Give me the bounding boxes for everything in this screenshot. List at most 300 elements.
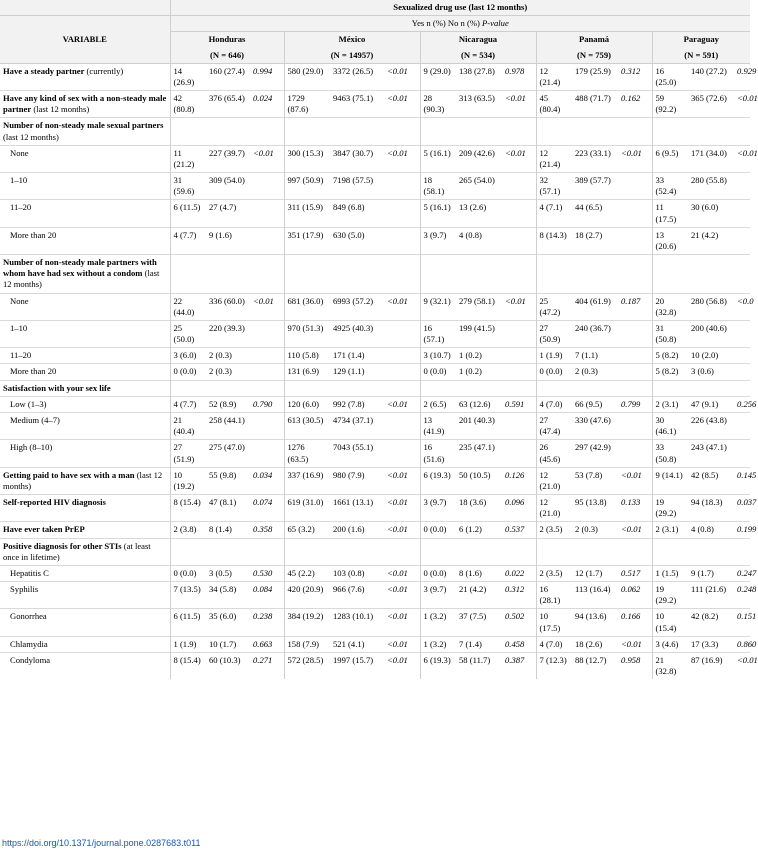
p-value: 0.037 — [734, 495, 750, 522]
empty-cell — [652, 538, 688, 565]
yes-count: 45 (2.2) — [284, 565, 330, 581]
table-row — [0, 320, 750, 347]
no-count: 21 (4.2) — [456, 582, 502, 609]
no-count: 404 (61.9) — [572, 293, 618, 320]
column-subtitle — [170, 16, 750, 32]
no-count: 3 (0.6) — [688, 364, 734, 380]
no-count: 17 (3.3) — [688, 636, 734, 652]
yes-count: 11 (17.5) — [652, 200, 688, 227]
p-value — [384, 173, 420, 200]
yes-count: 9 (29.0) — [420, 63, 456, 90]
row-label: Medium (4–7) — [0, 412, 170, 439]
no-count: 849 (6.8) — [330, 200, 384, 227]
row-label: Condyloma — [0, 652, 170, 679]
no-count: 42 (8.5) — [688, 467, 734, 494]
empty-cell — [572, 538, 618, 565]
no-count: 58 (11.7) — [456, 652, 502, 679]
empty-cell — [734, 255, 750, 294]
yes-count: 16 (51.6) — [420, 440, 456, 467]
empty-cell — [206, 118, 250, 145]
table-row — [0, 495, 750, 522]
empty-cell — [284, 255, 330, 294]
empty-cell — [284, 380, 330, 396]
row-label: Chlamydia — [0, 636, 170, 652]
section-row — [0, 118, 750, 145]
p-value — [384, 200, 420, 227]
row-label — [0, 522, 170, 538]
p-value: <0.01 — [384, 565, 420, 581]
yes-count: 21 (40.4) — [170, 412, 206, 439]
yes-count: 3 (10.7) — [420, 348, 456, 364]
variable-column-header: VARIABLE — [0, 16, 170, 64]
yes-count: 27 (51.9) — [170, 440, 206, 467]
p-value — [734, 227, 750, 254]
table-row — [0, 609, 750, 636]
yes-count: 16 (57.1) — [420, 320, 456, 347]
table-row — [0, 396, 750, 412]
row-label — [0, 63, 170, 90]
no-count: 227 (39.7) — [206, 145, 250, 172]
yes-count: 18 (58.1) — [420, 173, 456, 200]
row-label — [0, 255, 170, 294]
yes-count: 6 (19.3) — [420, 467, 456, 494]
p-value — [734, 200, 750, 227]
no-count: 4 (0.8) — [688, 522, 734, 538]
no-count: 4 (0.8) — [456, 227, 502, 254]
no-count: 18 (2.7) — [572, 227, 618, 254]
row-label: Low (1–3) — [0, 396, 170, 412]
no-count: 265 (54.0) — [456, 173, 502, 200]
no-count: 52 (8.9) — [206, 396, 250, 412]
no-count: 1 (0.2) — [456, 348, 502, 364]
p-value: <0.01 — [384, 609, 420, 636]
yes-count: 27 (50.9) — [536, 320, 572, 347]
no-count: 201 (40.3) — [456, 412, 502, 439]
no-count: 30 (6.0) — [688, 200, 734, 227]
yes-count: 59 (92.2) — [652, 91, 688, 118]
yes-count: 1 (1.9) — [170, 636, 206, 652]
p-value — [250, 173, 284, 200]
p-value: 0.256 — [734, 396, 750, 412]
p-value: <0.01 — [734, 652, 750, 679]
p-value — [734, 364, 750, 380]
no-count: 2 (0.3) — [572, 522, 618, 538]
p-value: 0.096 — [502, 495, 536, 522]
empty-cell — [250, 118, 284, 145]
yes-count: 384 (19.2) — [284, 609, 330, 636]
p-value: <0.01 — [384, 652, 420, 679]
empty-cell — [384, 380, 420, 396]
empty-cell — [502, 118, 536, 145]
yes-count: 351 (17.9) — [284, 227, 330, 254]
empty-cell — [420, 380, 456, 396]
p-value — [618, 173, 652, 200]
table-row — [0, 440, 750, 467]
no-count: 66 (9.5) — [572, 396, 618, 412]
no-count: 8 (1.4) — [206, 522, 250, 538]
no-count: 258 (44.1) — [206, 412, 250, 439]
row-label-suffix: (at least once in lifetime) — [3, 540, 151, 562]
empty-cell — [572, 380, 618, 396]
p-value — [618, 320, 652, 347]
table-header — [0, 0, 750, 63]
yes-count: 1 (3.2) — [420, 636, 456, 652]
yes-count: 0 (0.0) — [420, 522, 456, 538]
yes-count: 2 (3.1) — [652, 396, 688, 412]
empty-cell — [384, 118, 420, 145]
row-label: 11–20 — [0, 348, 170, 364]
subtitle-pvalue: P-value — [482, 18, 509, 29]
yes-count: 311 (15.9) — [284, 200, 330, 227]
no-count: 223 (33.1) — [572, 145, 618, 172]
yes-count: 4 (7.7) — [170, 396, 206, 412]
no-count: 9 (1.7) — [688, 565, 734, 581]
p-value: 0.151 — [734, 609, 750, 636]
row-label — [0, 118, 170, 145]
country-sample-size: (N = 534) — [420, 48, 536, 64]
table-row — [0, 293, 750, 320]
table-row — [0, 91, 750, 118]
empty-cell — [652, 380, 688, 396]
empty-cell — [170, 538, 206, 565]
row-label — [0, 380, 170, 396]
empty-cell — [688, 538, 734, 565]
p-value — [250, 320, 284, 347]
yes-count: 6 (19.3) — [420, 652, 456, 679]
row-label-main: Have any kind of sex with a non-steady male partner — [3, 93, 167, 115]
no-count: 10 (2.0) — [688, 348, 734, 364]
country-sample-size: (N = 759) — [536, 48, 652, 64]
no-count: 9 (1.6) — [206, 227, 250, 254]
yes-count: 4 (7.7) — [170, 227, 206, 254]
no-count: 3372 (26.5) — [330, 63, 384, 90]
yes-count: 33 (52.4) — [652, 173, 688, 200]
no-count: 200 (1.6) — [330, 522, 384, 538]
p-value: 0.199 — [734, 522, 750, 538]
p-value: 0.591 — [502, 396, 536, 412]
yes-count: 6 (11.5) — [170, 609, 206, 636]
row-label-main: Satisfaction with your sex life — [3, 382, 111, 393]
no-count: 521 (4.1) — [330, 636, 384, 652]
p-value — [384, 348, 420, 364]
p-value: <0.01 — [384, 522, 420, 538]
empty-cell — [688, 118, 734, 145]
yes-count: 120 (6.0) — [284, 396, 330, 412]
empty-cell — [420, 255, 456, 294]
row-label-main: Positive diagnosis for other STIs — [3, 540, 122, 551]
p-value: <0.01 — [502, 91, 536, 118]
country-sample-size: (N = 591) — [652, 48, 750, 64]
no-count: 129 (1.1) — [330, 364, 384, 380]
yes-count: 8 (15.4) — [170, 652, 206, 679]
doi-link[interactable]: https://doi.org/10.1371/journal.pone.0287683.t011 — [2, 838, 201, 848]
empty-cell — [734, 118, 750, 145]
p-value: 0.799 — [618, 396, 652, 412]
empty-cell — [330, 380, 384, 396]
no-count: 200 (40.6) — [688, 320, 734, 347]
no-count: 34 (5.8) — [206, 582, 250, 609]
empty-cell — [456, 255, 502, 294]
p-value — [618, 348, 652, 364]
p-value: 0.247 — [734, 565, 750, 581]
p-value: <0.01 — [384, 145, 420, 172]
yes-count: 10 (15.4) — [652, 609, 688, 636]
empty-cell — [536, 118, 572, 145]
p-value: <0.01 — [384, 396, 420, 412]
yes-count: 27 (47.4) — [536, 412, 572, 439]
yes-count: 2 (3.5) — [536, 522, 572, 538]
p-value — [502, 200, 536, 227]
p-value: 0.790 — [250, 396, 284, 412]
subtitle-counts: Yes n (%) No n (%) — [411, 18, 483, 29]
yes-count: 337 (16.9) — [284, 467, 330, 494]
table-row — [0, 364, 750, 380]
no-count: 37 (7.5) — [456, 609, 502, 636]
yes-count: 5 (8.2) — [652, 364, 688, 380]
no-count: 12 (1.7) — [572, 565, 618, 581]
table-row — [0, 636, 750, 652]
empty-cell — [734, 380, 750, 396]
yes-count: 619 (31.0) — [284, 495, 330, 522]
p-value — [734, 440, 750, 467]
empty-cell — [536, 380, 572, 396]
row-label: 1–10 — [0, 320, 170, 347]
yes-count: 3 (4.6) — [652, 636, 688, 652]
p-value — [618, 412, 652, 439]
yes-count: 970 (51.3) — [284, 320, 330, 347]
yes-count: 16 (28.1) — [536, 582, 572, 609]
yes-count: 0 (0.0) — [536, 364, 572, 380]
empty-cell — [250, 255, 284, 294]
p-value: <0.01 — [384, 293, 420, 320]
p-value: <0.01 — [384, 63, 420, 90]
no-count: 3 (0.5) — [206, 565, 250, 581]
yes-count: 131 (6.9) — [284, 364, 330, 380]
yes-count: 10 (17.5) — [536, 609, 572, 636]
no-count: 279 (58.1) — [456, 293, 502, 320]
row-label-main: Getting paid to have sex with a man — [3, 469, 135, 480]
no-count: 199 (41.5) — [456, 320, 502, 347]
p-value — [618, 227, 652, 254]
yes-count: 7 (12.3) — [536, 652, 572, 679]
p-value: 0.145 — [734, 467, 750, 494]
country-name: Honduras — [170, 32, 284, 48]
p-value — [250, 227, 284, 254]
yes-count: 158 (7.9) — [284, 636, 330, 652]
no-count: 138 (27.8) — [456, 63, 502, 90]
table-title: Sexualized drug use (last 12 months) — [170, 0, 750, 16]
row-label: Hepatitis C — [0, 565, 170, 581]
no-count: 27 (4.7) — [206, 200, 250, 227]
no-count: 1997 (15.7) — [330, 652, 384, 679]
p-value — [502, 440, 536, 467]
yes-count: 25 (47.2) — [536, 293, 572, 320]
no-count: 389 (57.7) — [572, 173, 618, 200]
p-value: <0.01 — [618, 636, 652, 652]
no-count: 2 (0.3) — [206, 364, 250, 380]
no-count: 1 (0.2) — [456, 364, 502, 380]
section-row — [0, 380, 750, 396]
p-value — [502, 412, 536, 439]
yes-count: 2 (3.1) — [652, 522, 688, 538]
p-value: 0.663 — [250, 636, 284, 652]
no-count: 140 (27.2) — [688, 63, 734, 90]
no-count: 7043 (55.1) — [330, 440, 384, 467]
p-value: 0.034 — [250, 467, 284, 494]
no-count: 47 (8.1) — [206, 495, 250, 522]
yes-count: 1276 (63.5) — [284, 440, 330, 467]
p-value — [734, 348, 750, 364]
p-value — [618, 200, 652, 227]
yes-count: 5 (16.1) — [420, 145, 456, 172]
table-row — [0, 565, 750, 581]
table-row — [0, 467, 750, 494]
no-count: 171 (34.0) — [688, 145, 734, 172]
yes-count: 6 (9.5) — [652, 145, 688, 172]
empty-cell — [330, 538, 384, 565]
row-label: More than 20 — [0, 227, 170, 254]
section-row — [0, 255, 750, 294]
p-value: <0.01 — [384, 467, 420, 494]
no-count: 966 (7.6) — [330, 582, 384, 609]
no-count: 21 (4.2) — [688, 227, 734, 254]
row-label-main: Self-reported HIV diagnosis — [3, 497, 106, 508]
country-sample-size: (N = 14957) — [284, 48, 420, 64]
no-count: 240 (36.7) — [572, 320, 618, 347]
yes-count: 3 (9.7) — [420, 495, 456, 522]
empty-cell — [284, 538, 330, 565]
p-value: 0.022 — [502, 565, 536, 581]
empty-cell — [384, 538, 420, 565]
yes-count: 20 (32.8) — [652, 293, 688, 320]
p-value: 0.502 — [502, 609, 536, 636]
yes-count: 613 (30.5) — [284, 412, 330, 439]
table-row — [0, 412, 750, 439]
no-count: 111 (21.6) — [688, 582, 734, 609]
no-count: 8 (1.6) — [456, 565, 502, 581]
row-label-suffix: (last 12 months) — [3, 268, 160, 290]
p-value: 0.024 — [250, 91, 284, 118]
p-value: 0.271 — [250, 652, 284, 679]
p-value: <0.01 — [384, 91, 420, 118]
yes-count: 25 (50.0) — [170, 320, 206, 347]
section-row — [0, 538, 750, 565]
p-value: 0.530 — [250, 565, 284, 581]
p-value: 0.084 — [250, 582, 284, 609]
empty-cell — [206, 380, 250, 396]
empty-cell — [170, 380, 206, 396]
no-count: 7 (1.1) — [572, 348, 618, 364]
p-value: 0.074 — [250, 495, 284, 522]
p-value — [734, 173, 750, 200]
no-count: 50 (10.5) — [456, 467, 502, 494]
yes-count: 3 (9.7) — [420, 582, 456, 609]
yes-count: 12 (21.0) — [536, 495, 572, 522]
empty-cell — [502, 538, 536, 565]
empty-cell — [456, 118, 502, 145]
no-count: 95 (13.8) — [572, 495, 618, 522]
row-label-suffix: (last 12 months) — [3, 469, 163, 491]
row-label: 1–10 — [0, 173, 170, 200]
yes-count: 4 (7.0) — [536, 396, 572, 412]
yes-count: 2 (3.5) — [536, 565, 572, 581]
yes-count: 1729 (87.6) — [284, 91, 330, 118]
yes-count: 11 (21.2) — [170, 145, 206, 172]
p-value: 0.133 — [618, 495, 652, 522]
p-value: 0.062 — [618, 582, 652, 609]
p-value: 0.860 — [734, 636, 750, 652]
no-count: 18 (2.6) — [572, 636, 618, 652]
no-count: 18 (3.6) — [456, 495, 502, 522]
yes-count: 3 (9.7) — [420, 227, 456, 254]
no-count: 2 (0.3) — [572, 364, 618, 380]
no-count: 160 (27.4) — [206, 63, 250, 90]
no-count: 6993 (57.2) — [330, 293, 384, 320]
p-value — [250, 412, 284, 439]
p-value — [734, 412, 750, 439]
no-count: 1661 (13.1) — [330, 495, 384, 522]
p-value: 0.458 — [502, 636, 536, 652]
yes-count: 21 (32.8) — [652, 652, 688, 679]
no-count: 113 (16.4) — [572, 582, 618, 609]
p-value: 0.162 — [618, 91, 652, 118]
yes-count: 19 (29.2) — [652, 495, 688, 522]
yes-count: 12 (21.0) — [536, 467, 572, 494]
no-count: 2 (0.3) — [206, 348, 250, 364]
yes-count: 1 (1.5) — [652, 565, 688, 581]
empty-cell — [384, 255, 420, 294]
no-count: 313 (63.5) — [456, 91, 502, 118]
empty-cell — [618, 255, 652, 294]
yes-count: 10 (19.2) — [170, 467, 206, 494]
empty-cell — [284, 118, 330, 145]
no-count: 488 (71.7) — [572, 91, 618, 118]
no-count: 9463 (75.1) — [330, 91, 384, 118]
yes-count: 681 (36.0) — [284, 293, 330, 320]
empty-cell — [652, 255, 688, 294]
yes-count: 32 (57.1) — [536, 173, 572, 200]
yes-count: 14 (26.9) — [170, 63, 206, 90]
empty-cell — [688, 255, 734, 294]
yes-count: 12 (21.4) — [536, 145, 572, 172]
yes-count: 30 (46.1) — [652, 412, 688, 439]
p-value: 0.929 — [734, 63, 750, 90]
yes-count: 8 (14.3) — [536, 227, 572, 254]
p-value: 0.248 — [734, 582, 750, 609]
no-count: 4925 (40.3) — [330, 320, 384, 347]
empty-cell — [250, 538, 284, 565]
no-count: 42 (8.2) — [688, 609, 734, 636]
yes-count: 16 (25.0) — [652, 63, 688, 90]
p-value: <0.01 — [618, 522, 652, 538]
empty-cell — [572, 118, 618, 145]
no-count: 13 (2.6) — [456, 200, 502, 227]
yes-count: 6 (11.5) — [170, 200, 206, 227]
row-label: Syphilis — [0, 582, 170, 609]
p-value — [250, 200, 284, 227]
no-count: 4734 (37.1) — [330, 412, 384, 439]
p-value — [502, 364, 536, 380]
p-value: <0.0 — [734, 293, 750, 320]
row-label-suffix: (last 12 months) — [31, 104, 90, 115]
table-body — [0, 63, 758, 679]
p-value: 0.358 — [250, 522, 284, 538]
row-label — [0, 467, 170, 494]
empty-cell — [536, 538, 572, 565]
no-count: 336 (60.0) — [206, 293, 250, 320]
yes-count: 4 (7.1) — [536, 200, 572, 227]
no-count: 3847 (30.7) — [330, 145, 384, 172]
